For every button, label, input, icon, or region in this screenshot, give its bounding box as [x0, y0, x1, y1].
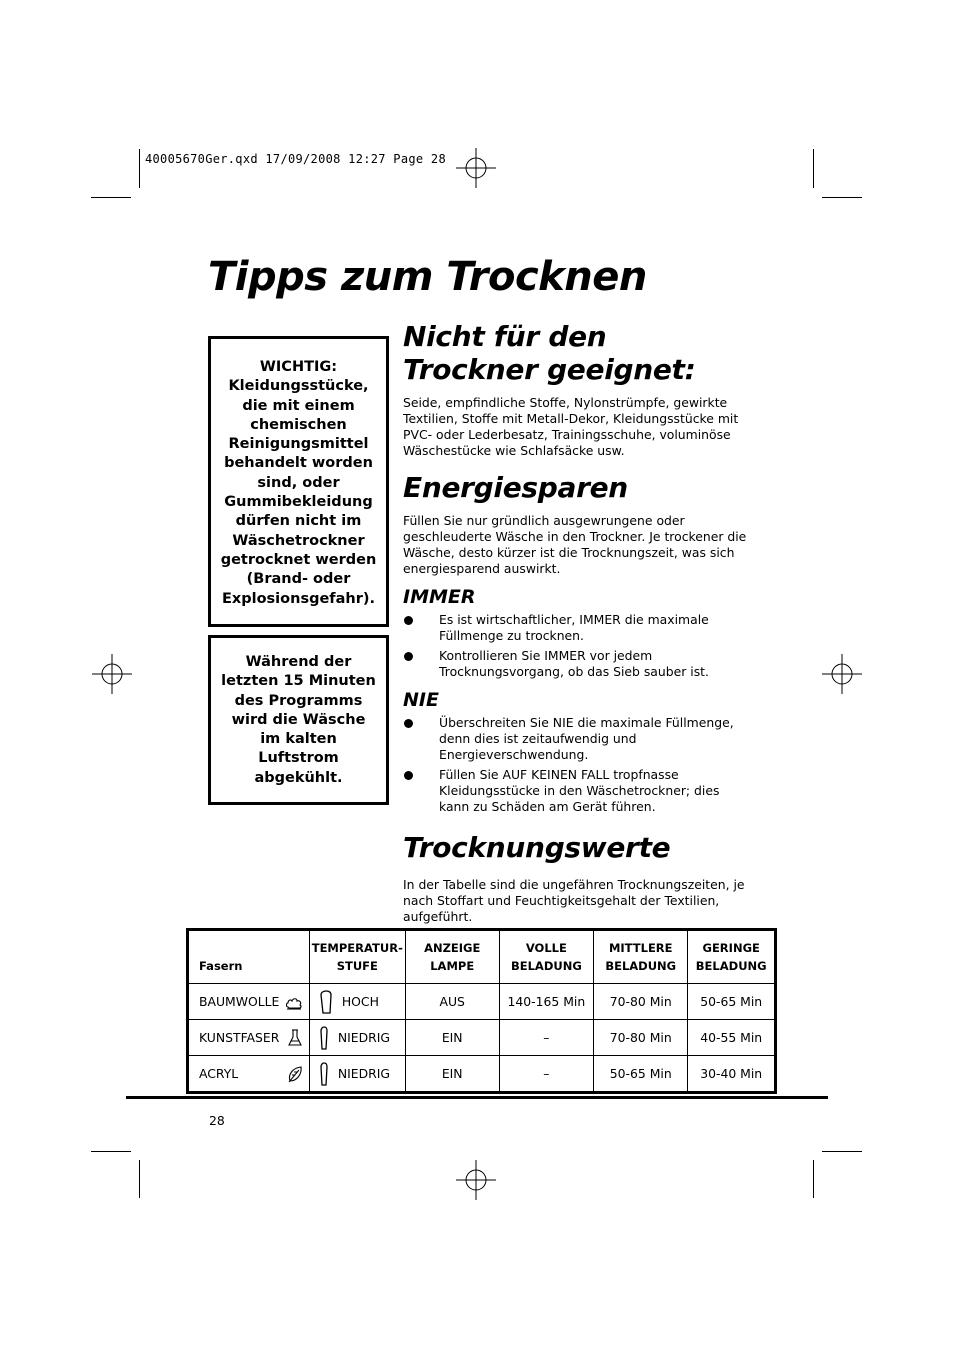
warning-line: Wäschetrockner — [232, 532, 365, 549]
warning-line: chemischen — [250, 416, 347, 433]
page-title: Tipps zum Trocknen — [208, 254, 647, 300]
table-row — [188, 1056, 776, 1093]
table-row — [188, 984, 776, 1020]
never-list — [403, 715, 753, 815]
drying-section — [403, 831, 748, 925]
header-cell — [688, 930, 776, 984]
full-load-cell: – — [499, 1020, 593, 1056]
lamp-cell: AUS — [405, 984, 499, 1020]
section-heading: Trocknungswerte — [403, 831, 671, 864]
warning-line: (Brand- oder — [246, 571, 351, 588]
medium-load-cell: 50-65 Min — [594, 1056, 688, 1093]
print-slug: 40005670Ger.qxd 17/09/2008 12:27 Page 28 — [145, 152, 446, 166]
drying-table — [186, 928, 777, 1094]
footer-rule — [126, 1096, 828, 1099]
crop-mark — [822, 197, 862, 198]
cooling-line: wird die Wäsche — [231, 711, 366, 728]
temp-label: HOCH — [341, 994, 379, 1009]
not-suitable-section — [403, 320, 753, 459]
cooling-line: letzten 15 Minuten — [221, 673, 376, 690]
crop-mark — [139, 149, 140, 188]
fiber-cell — [188, 1056, 310, 1093]
list-item: Überschreiten Sie NIE die maximale Füllmenge, denn dies ist zeitaufwendig und Energieverschwendung. — [403, 715, 753, 763]
warning-line: getrocknet werden — [220, 551, 377, 568]
low-temp-icon — [320, 1026, 328, 1050]
warning-line: behandelt worden — [224, 455, 373, 472]
warning-line: Kleidungsstücke, — [228, 378, 369, 395]
list-item: Kontrollieren Sie IMMER vor jedem Trocknungsvorgang, ob das Sieb sauber ist. — [403, 648, 748, 680]
warning-box — [208, 336, 389, 627]
section-heading: Nicht für den Trockner geeignet: — [403, 320, 696, 386]
full-load-cell: 140-165 Min — [499, 984, 593, 1020]
lamp-cell: EIN — [405, 1020, 499, 1056]
warning-line: Reinigungsmittel — [228, 436, 369, 453]
warning-line: Explosionsgefahr). — [221, 590, 375, 607]
temp-label: NIEDRIG — [337, 1066, 391, 1081]
cooling-line: im kalten — [260, 731, 337, 748]
warning-line: Gummibekleidung — [224, 494, 373, 511]
section-text: Füllen Sie nur gründlich ausgewrungene oder geschleuderte Wäsche in den Trockner. Je trockener die Wäsche, desto kürzer ist die Trocknungszeit, was sich energiesparend auswirkt. — [403, 513, 747, 576]
always-section — [403, 586, 748, 684]
registration-mark-icon — [92, 654, 132, 694]
cotton-icon — [285, 994, 303, 1010]
fiber-cell — [188, 1020, 310, 1056]
fiber-label: KUNSTFASER — [199, 1030, 280, 1045]
crop-mark — [139, 1160, 140, 1198]
registration-mark-icon — [822, 654, 862, 694]
never-section — [403, 689, 753, 819]
crop-mark — [813, 1160, 814, 1198]
cooling-line: des Programms — [234, 692, 363, 709]
lamp-cell: EIN — [405, 1056, 499, 1093]
header-medium: MITTLERE BELADUNG — [605, 941, 677, 973]
medium-load-cell: 70-80 Min — [594, 1020, 688, 1056]
header-cell — [594, 930, 688, 984]
section-text: In der Tabelle sind die ungefähren Trocknungszeiten, je nach Stoffart und Feuchtigkeitsgehalt der Textilien, aufgeführt. — [403, 877, 745, 924]
synthetic-icon — [287, 1029, 303, 1047]
low-load-cell: 50-65 Min — [688, 984, 776, 1020]
list-item: Füllen Sie AUF KEINEN FALL tropfnasse Kleidungsstücke in den Wäschetrockner; dies kann zu Schäden am Gerät führen. — [403, 767, 753, 815]
temp-label: NIEDRIG — [337, 1030, 391, 1045]
temp-cell — [309, 1056, 405, 1093]
temp-cell — [309, 1020, 405, 1056]
low-temp-icon — [320, 1062, 328, 1086]
warning-line: die mit einem — [242, 397, 355, 414]
cooling-line: abgekühlt. — [254, 769, 343, 786]
header-temp: TEMPERATUR- STUFE — [311, 941, 403, 973]
table-row — [188, 1020, 776, 1056]
high-temp-icon — [320, 990, 332, 1014]
section-text: Seide, empfindliche Stoffe, Nylonstrümpfe, gewirkte Textilien, Stoffe mit Metall-Dekor, Kleidungsstücke mit PVC- oder Lederbesatz, Trainingsschuhe, voluminöse Wäschestücke wie Schlafsäcke usw. — [403, 395, 739, 458]
acrylic-icon — [287, 1065, 303, 1083]
warning-line: WICHTIG: — [259, 359, 338, 375]
header-cell — [499, 930, 593, 984]
header-cell: Fasern — [188, 930, 310, 984]
low-load-cell: 40-55 Min — [688, 1020, 776, 1056]
crop-mark — [822, 1151, 862, 1152]
list-item: Es ist wirtschaftlicher, IMMER die maximale Füllmenge zu trocknen. — [403, 612, 748, 644]
cooling-line: Während der — [245, 654, 352, 670]
fiber-label: ACRYL — [199, 1066, 239, 1081]
warning-line: dürfen nicht im — [235, 513, 362, 530]
subsection-heading: IMMER — [403, 586, 476, 608]
medium-load-cell: 70-80 Min — [594, 984, 688, 1020]
warning-line: sind, oder — [257, 474, 340, 491]
header-full: VOLLE BELADUNG — [510, 941, 582, 973]
temp-cell — [309, 984, 405, 1020]
header-lamp: ANZEIGE LAMPE — [424, 941, 481, 973]
table-header-row — [188, 930, 776, 984]
registration-mark-icon — [456, 148, 496, 188]
fiber-label: BAUMWOLLE — [199, 994, 280, 1009]
crop-mark — [91, 1151, 131, 1152]
crop-mark — [91, 197, 131, 198]
subsection-heading: NIE — [403, 689, 439, 711]
cooling-box — [208, 635, 389, 805]
always-list — [403, 612, 748, 680]
header-cell — [405, 930, 499, 984]
energy-section — [403, 471, 753, 577]
low-load-cell: 30-40 Min — [688, 1056, 776, 1093]
header-cell — [309, 930, 405, 984]
full-load-cell: – — [499, 1056, 593, 1093]
registration-mark-icon — [456, 1160, 496, 1200]
cooling-line: Luftstrom — [258, 750, 339, 767]
fiber-cell — [188, 984, 310, 1020]
crop-mark — [813, 149, 814, 188]
header-low: GERINGE BELADUNG — [695, 941, 767, 973]
section-heading: Energiesparen — [403, 471, 628, 504]
page-number: 28 — [209, 1113, 225, 1128]
